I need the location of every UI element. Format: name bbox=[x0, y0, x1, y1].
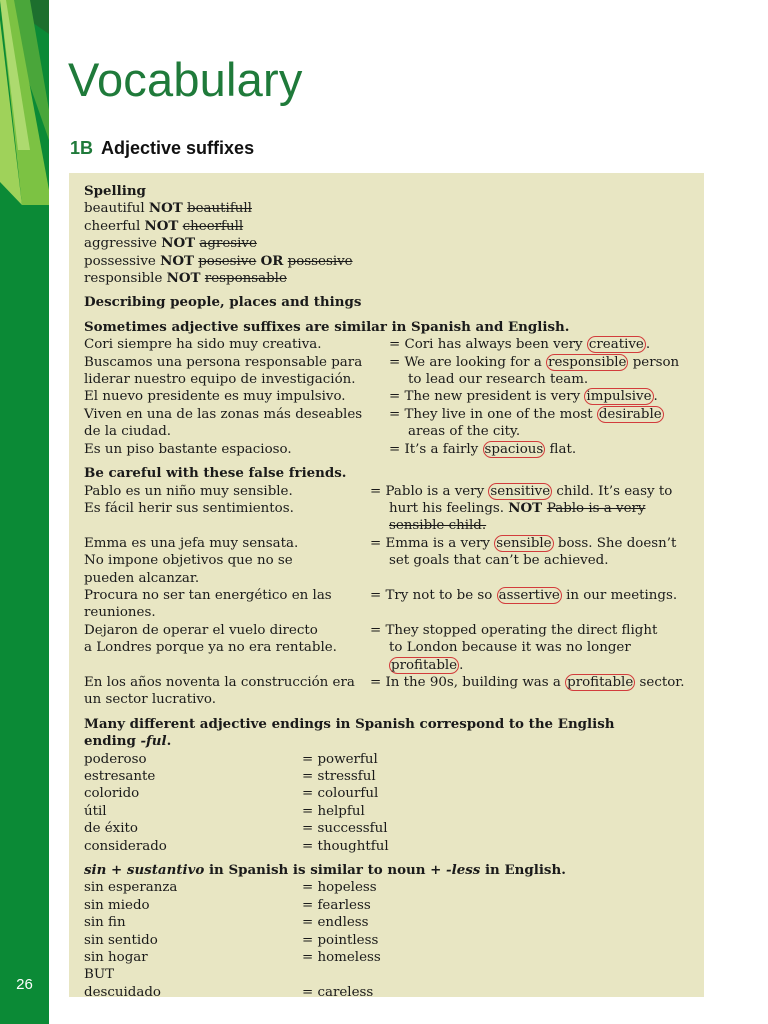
section-title: Adjective suffixes bbox=[101, 138, 255, 158]
spelling-item: cheerful NOT cheerfull bbox=[84, 217, 244, 234]
highlighted-word: spacious bbox=[484, 441, 544, 457]
vocab-pair: estresante = stressful bbox=[84, 769, 376, 784]
vocab-pair: poderoso = powerful bbox=[84, 751, 378, 767]
spelling-item: beautiful NOT beautifull bbox=[84, 200, 252, 217]
false-friend-row: No impone objetivos que no se set goals that can’t be achieved. bbox=[84, 553, 609, 569]
spelling-heading: Spelling bbox=[84, 183, 146, 199]
example-row-continued: de la ciudad. areas of the city. bbox=[84, 424, 521, 440]
page-title: Vocabulary bbox=[68, 53, 303, 106]
false-friend-row: profitable . bbox=[391, 657, 464, 673]
highlighted-word: creative bbox=[588, 337, 644, 353]
vocab-pair: sin fin = endless bbox=[84, 915, 369, 931]
ful-heading: Many different adjective endings in Spanish correspond to the English ending -ful. bbox=[84, 715, 615, 750]
example-row: El nuevo presidente es muy impulsivo. = The new president is very impulsive . bbox=[84, 389, 658, 405]
vocab-pair: sin esperanza = hopeless bbox=[84, 880, 377, 896]
false-friend-row: En los años noventa la construcción era = In the 90s, building was a profitable sector. bbox=[84, 674, 685, 690]
green-sidebar bbox=[0, 0, 49, 1024]
vocab-pair: sin hogar = homeless bbox=[84, 950, 381, 966]
example-row: Es un piso bastante espacioso. = It’s a fairly spacious flat. bbox=[84, 441, 577, 457]
false-friends-heading: Be careful with these false friends. bbox=[84, 465, 347, 482]
spelling-item: responsible NOT responsable bbox=[84, 270, 287, 287]
false-friend-row: sensible child. bbox=[389, 518, 487, 534]
spelling-item: aggressive NOT agresive bbox=[84, 235, 257, 252]
false-friend-row: Es fácil herir sus sentimientos. hurt his feelings. NOT Pablo is a very bbox=[84, 499, 646, 516]
vocab-pair: BUT bbox=[84, 967, 115, 983]
false-friend-row: un sector lucrativo. bbox=[84, 692, 217, 708]
vocab-pair: de éxito = successful bbox=[84, 821, 388, 837]
leaf-decoration-icon bbox=[0, 0, 49, 215]
false-friend-row: pueden alcanzar. bbox=[84, 570, 200, 586]
highlighted-word: sensible bbox=[496, 535, 552, 551]
section-heading bbox=[70, 138, 254, 159]
highlighted-word: desirable bbox=[598, 406, 662, 422]
vocab-pair: sin miedo = fearless bbox=[84, 897, 371, 913]
highlighted-word: impulsive bbox=[586, 389, 652, 405]
highlighted-word: profitable bbox=[391, 657, 458, 673]
describing-heading: Describing people, places and things bbox=[84, 294, 362, 311]
page-number: 26 bbox=[16, 976, 33, 993]
false-friend-row: a Londres porque ya no era rentable. to London because it was no longer bbox=[84, 640, 631, 656]
example-row: Cori siempre ha sido muy creativa. = Cori has always been very creative . bbox=[84, 337, 651, 353]
false-friend-row: reuniones. bbox=[84, 605, 156, 621]
highlighted-word: profitable bbox=[567, 674, 634, 690]
example-row: Viven en una de las zonas más deseables = They live in one of the most desirable bbox=[84, 406, 662, 422]
false-friend-row: Procura no ser tan energético en las = Try not to be so assertive in our meetings. bbox=[84, 587, 678, 603]
false-friend-row: Emma es una jefa muy sensata. = Emma is a very sensible boss. She doesn’t bbox=[84, 535, 677, 551]
highlighted-word: responsible bbox=[548, 354, 627, 370]
false-friend-row: Dejaron de operar el vuelo directo = They stopped operating the direct flight bbox=[84, 622, 658, 638]
false-friend-row: Pablo es un niño muy sensible. = Pablo is a very sensitive child. It’s easy to bbox=[84, 483, 673, 499]
example-row-continued: liderar nuestro equipo de investigación. to lead our research team. bbox=[84, 372, 589, 388]
highlighted-word: sensitive bbox=[490, 483, 551, 499]
vocab-pair: sin sentido = pointless bbox=[84, 932, 379, 948]
highlighted-word: assertive bbox=[498, 587, 560, 603]
vocab-pair: considerado = thoughtful bbox=[84, 838, 389, 854]
less-heading: sin + sustantivo in Spanish is similar to noun + -less in English. bbox=[84, 862, 566, 879]
example-row: Buscamos una persona responsable para = We are looking for a responsible person bbox=[84, 354, 680, 370]
vocabulary-content bbox=[84, 183, 694, 1001]
vocab-pair: colorido = colourful bbox=[84, 786, 379, 802]
spelling-item: possessive NOT posesive OR possesive bbox=[84, 252, 353, 269]
section-number: 1B bbox=[70, 138, 94, 158]
vocab-pair: descuidado = careless bbox=[84, 984, 374, 1000]
vocab-pair: útil = helpful bbox=[84, 803, 365, 819]
similar-heading: Sometimes adjective suffixes are similar in Spanish and English. bbox=[84, 318, 570, 335]
